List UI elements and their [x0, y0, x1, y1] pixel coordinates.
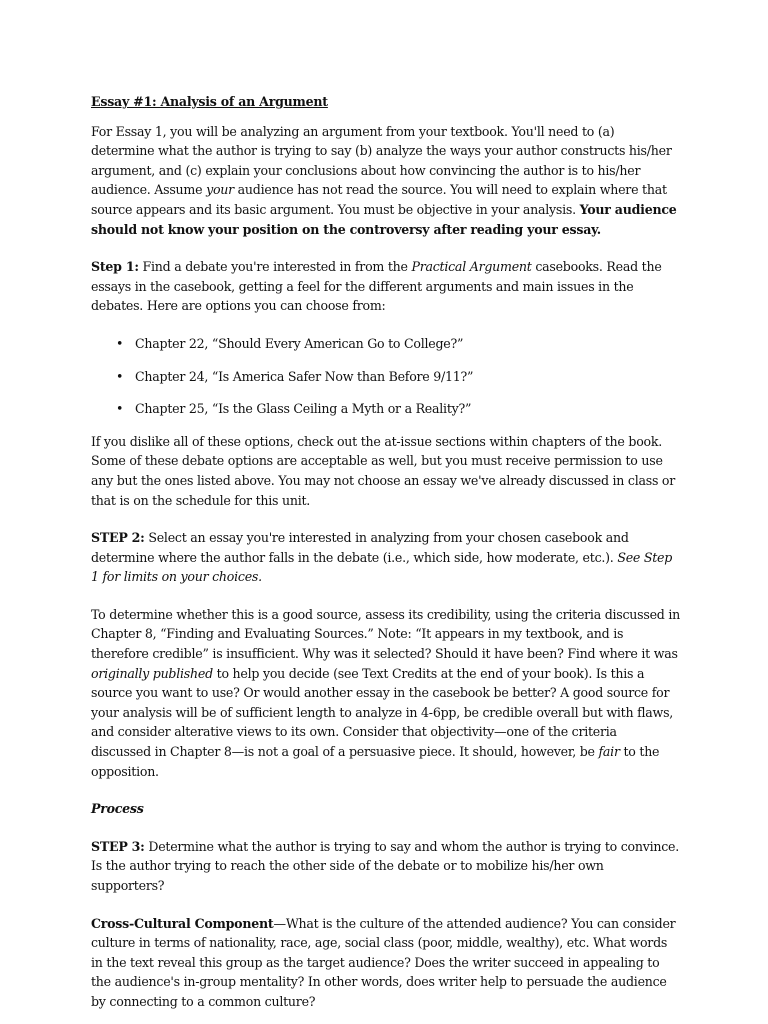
list-item [116, 367, 680, 387]
essay-title: Essay #1: Analysis of an Argument [91, 94, 328, 109]
credibility-paragraph [91, 605, 680, 781]
step1-text-2: casebooks. Read the essays in the casebook, getting a feel for the different arguments and main issues in the debates. Here are options you can choose from: [91, 259, 662, 314]
option-text: Chapter 25, “Is the Glass Ceiling a Myth or a Reality?” [135, 401, 472, 417]
step2-label: STEP 2: [91, 530, 145, 546]
credibility-originally-published: originally published [91, 665, 213, 681]
cross-cultural-label: Cross-Cultural Component [91, 915, 274, 931]
option-text: Chapter 22, “Should Every American Go to College?” [135, 335, 464, 351]
intro-text-1: For Essay 1, you will be analyzing an argument from your textbook. You'll need to (a) determine what the author is trying to say (b) analyze the ways your author constructs his/her argument, and (c) explain your conclusions about how convincing the author is to his/her audience. Assume [91, 123, 672, 198]
cross-cultural-text: —What is the culture of the attended audience? You can consider culture in terms of nationality, race, age, social class (poor, middle, wealthy), etc. What words in the text reveal this group as the target audience? Does the writer succeed in appealing to the audience's in-group mentality? In other words, does writer help to persuade the audience by connecting to a common culture? [91, 915, 676, 1009]
dislike-paragraph: If you dislike all of these options, check out the at-issue sections within chapters of the book. Some of these debate options are acceptable as well, but you must receive permission to use any but the ones listed above. You may not choose an essay we've already discussed in class or that is on the schedule for this unit. [91, 433, 676, 508]
bullet-icon: • [116, 401, 124, 417]
list-item [116, 334, 680, 354]
intro-paragraph [91, 122, 680, 240]
credibility-text-2: to help you decide (see Text Credits at the end of your book). Is this a source you want to use? Or would another essay in the casebook be better? A good source for your analysis will be of sufficient length to analyze in 4-6pp, be credible overall but with flaws, and consider alterative views to its own. Consider that objectivity—one of the criteria discussed in Chapter 8—is not a goal of a persuasive piece. It should, however, be [91, 665, 674, 760]
credibility-text-3: to the opposition. [91, 744, 660, 779]
credibility-fair: fair [598, 744, 620, 760]
step1-paragraph [91, 257, 680, 316]
step3-text: Determine what the author is trying to say and whom the author is trying to convince. Is the author trying to reach the other side of the debate or to mobilize his/her own supporters? [91, 838, 680, 893]
step1-label: Step 1: [91, 259, 139, 275]
bullet-icon: • [116, 335, 124, 351]
step1-book-title: Practical Argument [411, 259, 532, 275]
step2-paragraph [91, 528, 680, 587]
credibility-text-1: To determine whether this is a good source, assess its credibility, using the criteria discussed in Chapter 8, “Finding and Evaluating Sources.” Note: “It appears in my textbook, and is therefore credible” is insufficient. Why was it selected? Should it have been? Find where it was [91, 606, 681, 662]
list-item [116, 399, 680, 419]
chapter-options-list [91, 334, 680, 419]
intro-bold-statement: Your audience should not know your position on the controversy after reading your essay. [91, 201, 677, 237]
step1-text-1: Find a debate you're interested in from the [138, 259, 412, 275]
intro-text-2: audience has not read the source. You will need to explain where that source appears and its basic argument. You must be objective in your analysis. [91, 182, 667, 217]
step2-limits-note: See Step 1 for limits on your choices. [91, 549, 673, 585]
process-heading: Process [91, 801, 144, 817]
cross-cultural-paragraph [91, 914, 680, 1012]
step3-label: STEP 3: [91, 838, 145, 854]
intro-emphasis-your: your [206, 182, 234, 198]
option-text: Chapter 24, “Is America Safer Now than Before 9/11?” [135, 368, 474, 384]
step2-text-1: Select an essay you're interested in analyzing from your chosen casebook and determine where the author falls in the debate (i.e., which side, how moderate, etc.). [91, 530, 629, 565]
step3-paragraph [91, 837, 680, 896]
bullet-icon: • [116, 368, 124, 384]
